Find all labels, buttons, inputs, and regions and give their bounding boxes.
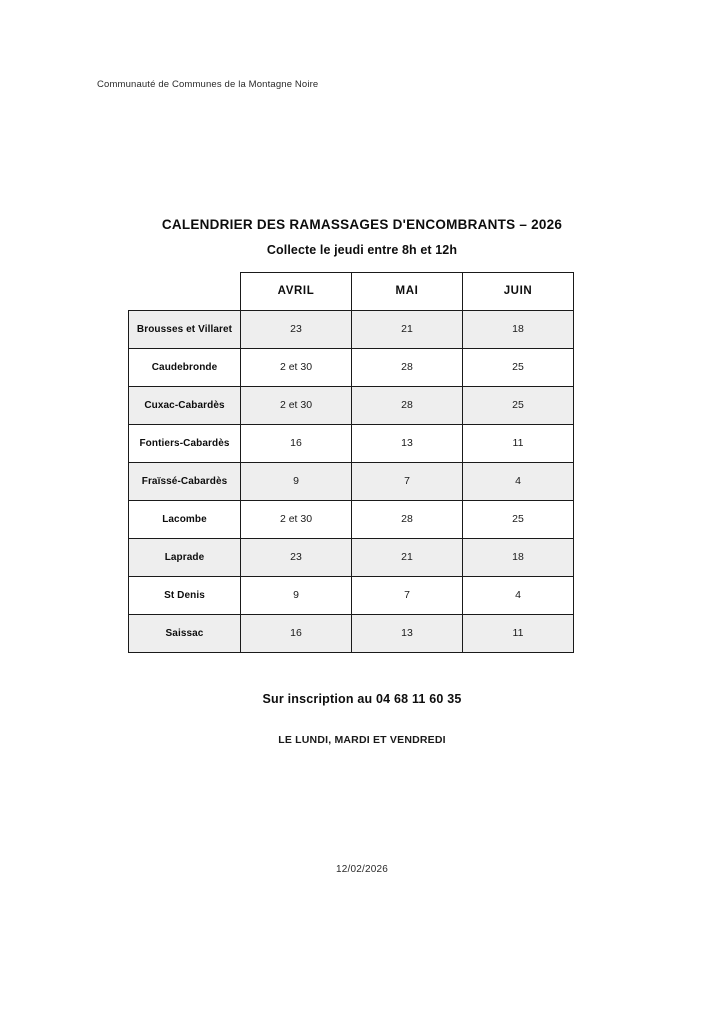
town-name: Caudebronde <box>129 348 241 386</box>
date-mai: 21 <box>352 538 463 576</box>
letterhead-organization: Communauté de Communes de la Montagne Noire <box>97 79 319 90</box>
column-header-mai: MAI <box>352 273 463 311</box>
date-juin: 11 <box>463 424 574 462</box>
calendar-table <box>128 272 574 653</box>
date-avril: 9 <box>241 462 352 500</box>
table-row <box>129 386 574 424</box>
page-subtitle: Collecte le jeudi entre 8h et 12h <box>266 243 458 257</box>
table-row <box>129 538 574 576</box>
town-name: Cuxac-Cabardès <box>129 386 241 424</box>
date-juin: 25 <box>463 386 574 424</box>
table-header-row <box>129 273 574 311</box>
date-mai: 13 <box>352 614 463 652</box>
date-avril: 2 et 30 <box>241 386 352 424</box>
date-avril: 16 <box>241 424 352 462</box>
booking-phone: Sur inscription au 04 68 11 60 35 <box>262 692 462 706</box>
date-avril: 2 et 30 <box>241 500 352 538</box>
date-mai: 13 <box>352 424 463 462</box>
town-name: Laprade <box>129 538 241 576</box>
date-mai: 28 <box>352 500 463 538</box>
date-mai: 28 <box>352 386 463 424</box>
date-avril: 9 <box>241 576 352 614</box>
date-mai: 21 <box>352 310 463 348</box>
table-row <box>129 462 574 500</box>
column-header-avril: AVRIL <box>241 273 352 311</box>
town-name: Fraïssé-Cabardès <box>129 462 241 500</box>
table-row <box>129 500 574 538</box>
page-title: CALENDRIER DES RAMASSAGES D'ENCOMBRANTS – 2026 <box>161 217 563 232</box>
booking-days: LE LUNDI, MARDI ET VENDREDI <box>278 734 446 746</box>
date-juin: 25 <box>463 348 574 386</box>
date-juin: 4 <box>463 576 574 614</box>
date-juin: 4 <box>463 462 574 500</box>
date-juin: 18 <box>463 538 574 576</box>
date-mai: 28 <box>352 348 463 386</box>
table-header <box>129 273 574 311</box>
table-row <box>129 614 574 652</box>
date-avril: 23 <box>241 310 352 348</box>
table-corner-cell <box>129 273 241 311</box>
date-avril: 2 et 30 <box>241 348 352 386</box>
collection-calendar <box>128 272 573 653</box>
town-name: Lacombe <box>129 500 241 538</box>
date-juin: 18 <box>463 310 574 348</box>
date-mai: 7 <box>352 462 463 500</box>
date-juin: 25 <box>463 500 574 538</box>
table-row <box>129 424 574 462</box>
table-row <box>129 310 574 348</box>
column-header-juin: JUIN <box>463 273 574 311</box>
date-mai: 7 <box>352 576 463 614</box>
town-name: Saissac <box>129 614 241 652</box>
town-name: St Denis <box>129 576 241 614</box>
document-date: 12/02/2026 <box>335 864 389 875</box>
table-row <box>129 576 574 614</box>
table-body <box>129 310 574 652</box>
date-juin: 11 <box>463 614 574 652</box>
table-row <box>129 348 574 386</box>
date-avril: 23 <box>241 538 352 576</box>
date-avril: 16 <box>241 614 352 652</box>
town-name: Fontiers-Cabardès <box>129 424 241 462</box>
town-name: Brousses et Villaret <box>129 310 241 348</box>
